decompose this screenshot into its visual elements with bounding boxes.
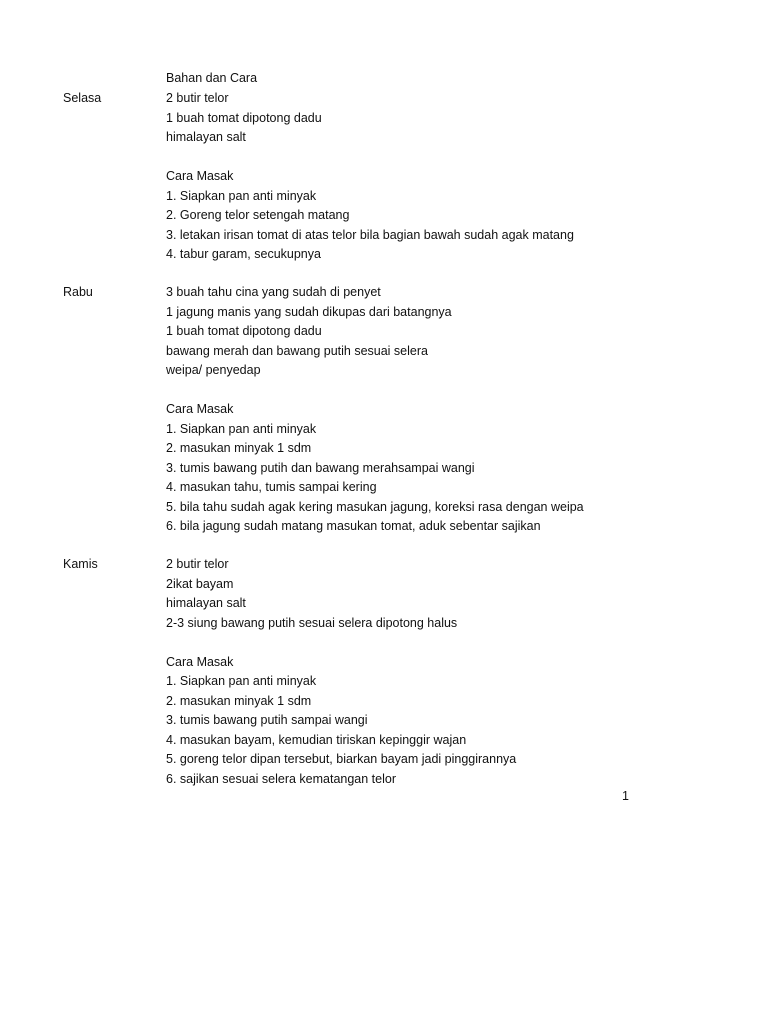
step-line: 3. letakan irisan tomat di atas telor bila bagian bawah sudah agak matang <box>166 227 574 242</box>
ingredient-line: bawang merah dan bawang putih sesuai selera <box>166 343 428 358</box>
section-selasa <box>166 89 574 265</box>
ingredient-line: 2 butir telor <box>166 91 229 105</box>
ingredient-line: 2-3 siung bawang putih sesuai selera dipotong halus <box>166 615 458 630</box>
step-line: 4. tabur garam, secukupnya <box>166 247 321 261</box>
document-title: Bahan dan Cara <box>166 71 258 85</box>
step-line: 4. masukan tahu, tumis sampai kering <box>166 480 377 494</box>
step-line: 1. Siapkan pan anti minyak <box>166 188 317 203</box>
ingredient-line: himalayan salt <box>166 130 246 144</box>
ingredient-line: himalayan salt <box>166 596 246 610</box>
day-label-rabu: Rabu <box>63 285 93 299</box>
day-label-selasa: Selasa <box>63 91 102 105</box>
section-kamis <box>166 555 516 789</box>
method-title: Cara Masak <box>166 654 234 669</box>
ingredient-line: weipa/ penyedap <box>166 363 261 377</box>
section-rabu <box>166 283 584 537</box>
ingredient-line: 2ikat bayam <box>166 576 234 591</box>
step-line: 1. Siapkan pan anti minyak <box>166 674 317 688</box>
step-line: 1. Siapkan pan anti minyak <box>166 421 317 436</box>
step-line: 3. tumis bawang putih sampai wangi <box>166 713 368 727</box>
day-label-kamis: Kamis <box>63 557 98 571</box>
method-title: Cara Masak <box>166 402 234 416</box>
ingredient-line: 1 buah tomat dipotong dadu <box>166 110 322 125</box>
ingredient-line: 1 jagung manis yang sudah dikupas dari batangnya <box>166 304 452 319</box>
step-line: 4. masukan bayam, kemudian tiriskan kepinggir wajan <box>166 732 467 747</box>
ingredient-line: 2 butir telor <box>166 557 229 571</box>
step-line: 2. masukan minyak 1 sdm <box>166 441 312 455</box>
step-line: 6. sajikan sesuai selera kematangan telor <box>166 771 396 786</box>
step-line: 2. Goreng telor setengah matang <box>166 208 350 222</box>
method-title: Cara Masak <box>166 169 234 183</box>
ingredient-line: 3 buah tahu cina yang sudah di penyet <box>166 285 381 299</box>
step-line: 2. masukan minyak 1 sdm <box>166 693 312 708</box>
ingredient-line: 1 buah tomat dipotong dadu <box>166 324 322 338</box>
page-number: 1 <box>622 789 629 803</box>
step-line: 6. bila jagung sudah matang masukan tomat, aduk sebentar sajikan <box>166 519 541 533</box>
step-line: 5. bila tahu sudah agak kering masukan jagung, koreksi rasa dengan weipa <box>166 499 584 514</box>
step-line: 3. tumis bawang putih dan bawang merahsampai wangi <box>166 460 475 475</box>
step-line: 5. goreng telor dipan tersebut, biarkan bayam jadi pinggirannya <box>166 752 517 766</box>
